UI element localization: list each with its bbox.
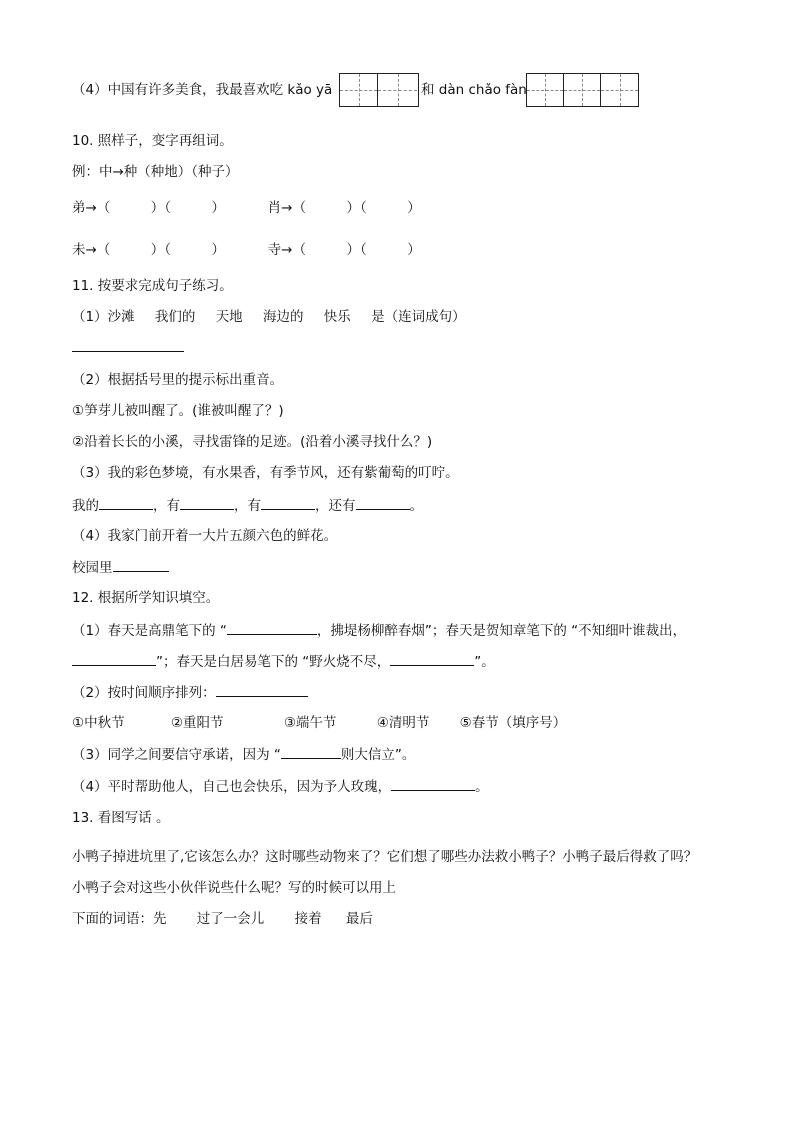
- fill-blank[interactable]: [356, 495, 410, 510]
- q12-p2-items: [72, 713, 566, 733]
- fill-blank[interactable]: [99, 495, 153, 510]
- q10-row2-b[interactable]: 寺→（ ）（ ）: [267, 242, 421, 258]
- q12-p4-b: 。: [475, 779, 489, 795]
- q13-line2: 小鸭子会对这些小伙伴说些什么呢？写的时候可以用上: [72, 880, 396, 896]
- grid-kaoya[interactable]: [339, 73, 419, 107]
- fill-blank[interactable]: [216, 682, 308, 697]
- q13-line1: 小鸭子掉进坑里了,它该怎么办？这时哪些动物来了？它们想了哪些办法救小鸭子？小鸭子最后得救了吗？: [72, 849, 698, 865]
- q12-p1-line2: [72, 651, 495, 672]
- q10-row1-a[interactable]: 弟→（ ）（ ）: [72, 200, 226, 216]
- q10-example: 例：中→种（种地）（种子）: [72, 164, 239, 180]
- fill-blank[interactable]: [391, 776, 475, 791]
- q11-word: 是（连词成句）: [371, 309, 466, 325]
- q11-p3-seg: ，有: [153, 498, 180, 514]
- q11-p3-fill: [72, 495, 423, 516]
- fill-blank[interactable]: [281, 744, 341, 759]
- fill-blank[interactable]: [113, 557, 169, 572]
- q13-line3: [72, 909, 373, 929]
- q11-p1: [72, 307, 466, 327]
- q11-word: 我们的: [154, 309, 196, 325]
- q11-p4-fill: 校园里: [72, 560, 113, 576]
- q11-p2: （2）根据括号里的提示标出重音。: [72, 372, 284, 388]
- q12-p1-b: ，拂堤杨柳醉春烟”；春天是贺知章笔下的 “不知细叶谁裁出，: [316, 623, 687, 639]
- q10-row1: [72, 198, 421, 218]
- q12-p3-a: （3）同学之间要信守承诺，因为 “: [72, 747, 281, 763]
- q9-4-line: [72, 80, 332, 100]
- fill-blank[interactable]: [261, 495, 315, 510]
- fill-blank[interactable]: [227, 620, 317, 635]
- q11-p3-seg: ，有: [234, 498, 261, 514]
- q12-p2-line: [72, 682, 308, 703]
- q10-title: 10. 照样子，变字再组词。: [72, 133, 233, 149]
- q12-p1-d: ”。: [474, 654, 495, 670]
- q11-p3: （3）我的彩色梦境，有水果香，有季节风，还有紫葡萄的叮咛。: [72, 465, 459, 481]
- q12-title: 12. 根据所学知识填空。: [72, 590, 220, 606]
- q9-4-middle-wrap: [421, 80, 527, 100]
- fill-blank[interactable]: [72, 651, 156, 666]
- q11-p3-seg: 。: [409, 498, 423, 514]
- q12-p2: （2）按时间顺序排列：: [72, 685, 216, 701]
- q12-p1-a: （1）春天是高鼎笔下的 “: [72, 623, 227, 639]
- q12-p4-a: （4）平时帮助他人，自己也会快乐，因为予人玫瑰，: [72, 779, 392, 795]
- q12-p3-b: 则大信立”。: [340, 747, 416, 763]
- q12-p1-c: ”；春天是白居易笔下的 “野火烧不尽，: [156, 654, 391, 670]
- q12-p2-item: ③端午节: [283, 715, 337, 731]
- q11-p2-a: ①笋芽儿被叫醒了。(谁被叫醒了？): [72, 403, 284, 419]
- fill-blank[interactable]: [390, 651, 474, 666]
- q12-p2-item: ②重阳节: [170, 715, 224, 731]
- q12-p2-item: ①中秋节: [72, 715, 125, 731]
- q12-p2-item: ④清明节: [376, 715, 430, 731]
- q12-p1-line1: [72, 620, 686, 641]
- q12-p2-item: ⑤春节（填序号）: [459, 715, 567, 731]
- q12-p3-line: [72, 744, 415, 765]
- q11-p3-seg: 我的: [72, 498, 99, 514]
- q11-word: 天地: [215, 309, 243, 325]
- q12-p4-line: [72, 776, 489, 797]
- q13-line3-prefix: 下面的词语：先: [72, 911, 167, 927]
- q10-row2: [72, 240, 421, 260]
- q11-word: 快乐: [323, 309, 351, 325]
- q13-word: 过了一会儿: [196, 911, 265, 927]
- q11-title: 11. 按要求完成句子练习。: [72, 278, 233, 294]
- q10-row2-a[interactable]: 未→（ ）（ ）: [72, 242, 226, 258]
- q13-word: 接着: [294, 911, 322, 927]
- q11-word: （1）沙滩: [72, 309, 135, 325]
- q10-row1-b[interactable]: 肖→（ ）（ ）: [267, 200, 421, 216]
- q11-p4: （4）我家门前开着一大片五颜六色的鲜花。: [72, 528, 338, 544]
- q13-title: 13. 看图写话 。: [72, 810, 170, 826]
- q9-4-prefix: （4）中国有许多美食，我最喜欢吃 kǎo yā: [72, 82, 333, 98]
- q11-p4-fill-line: [72, 557, 169, 578]
- grid-danchaofan[interactable]: [526, 73, 639, 107]
- q13-word: 最后: [345, 911, 373, 927]
- q11-word: 海边的: [262, 309, 304, 325]
- q11-p2-b: ②沿着长长的小溪，寻找雷锋的足迹。(沿着小溪寻找什么？): [72, 434, 433, 450]
- q11-p3-seg: ，还有: [315, 498, 356, 514]
- q9-4-middle: 和 dàn chǎo fàn: [421, 82, 527, 98]
- q11-p1-answer-line[interactable]: [72, 351, 184, 352]
- fill-blank[interactable]: [180, 495, 234, 510]
